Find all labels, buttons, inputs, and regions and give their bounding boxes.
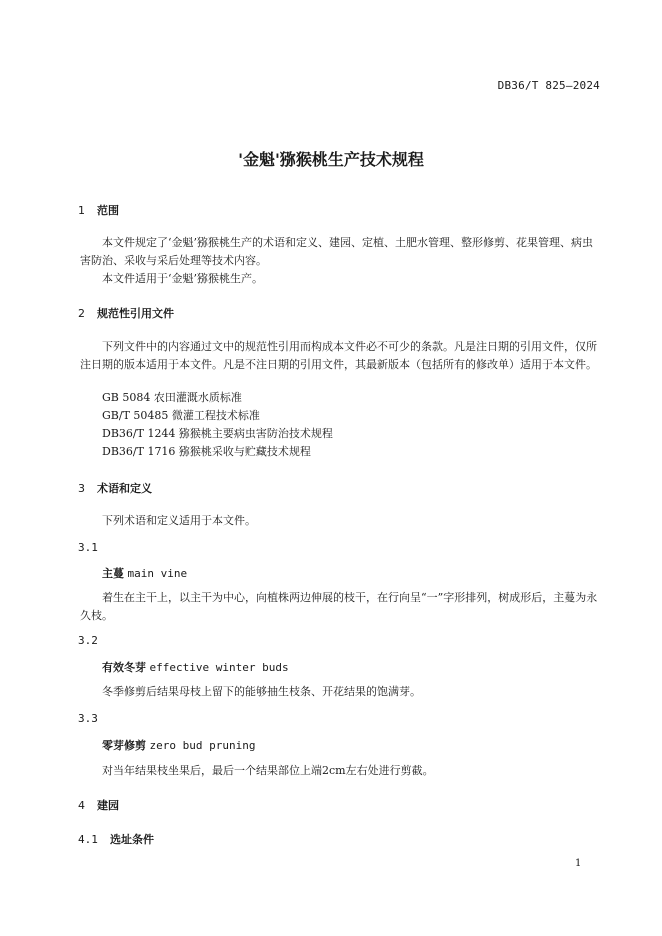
- term-definition: 冬季修剪后结果母枝上留下的能够抽生枝条、开花结果的饱满芽。: [102, 685, 421, 698]
- section-heading-terms: [78, 480, 152, 496]
- reference-item: DB36/T 1716 猕猴桃采收与贮藏技术规程: [102, 445, 311, 458]
- reference-item: GB 5084 农田灌溉水质标准: [102, 391, 242, 404]
- term-chinese: 有效冬芽: [102, 661, 146, 674]
- term-chinese: 零芽修剪: [102, 739, 146, 752]
- section-title: 建园: [97, 799, 119, 812]
- scope-paragraph-1: 本文件规定了‘金魁’猕猴桃生产的术语和定义、建园、定植、土肥水管理、整形修剪、花果管理、病虫害防治、采收与采后处理等技术内容。: [80, 236, 593, 267]
- section-number: 3: [78, 482, 85, 495]
- subsection-number: 4.1: [78, 833, 98, 846]
- subsection-heading-site: [78, 831, 154, 847]
- terms-intro: 下列术语和定义适用于本文件。: [102, 514, 256, 527]
- page-number: 1: [575, 858, 582, 869]
- term-number: 3.1: [78, 541, 98, 554]
- section-title: 范围: [97, 204, 119, 217]
- term-heading: [102, 737, 255, 753]
- references-intro: 下列文件中的内容通过文中的规范性引用而构成本文件必不可少的条款。凡是注日期的引用文件，仅所注日期的版本适用于本文件。凡是不注日期的引用文件，其最新版本（包括所有的修改单）适用于本文件。: [80, 340, 597, 371]
- subsection-title: 选址条件: [110, 833, 154, 846]
- term-heading: [102, 659, 289, 675]
- section-heading-references: [78, 305, 174, 321]
- term-english: main vine: [127, 567, 188, 580]
- term-english: zero bud pruning: [149, 739, 256, 752]
- term-number: 3.3: [78, 712, 98, 725]
- section-number: 4: [78, 799, 85, 812]
- term-chinese: 主蔓: [102, 567, 124, 580]
- term-number: 3.2: [78, 634, 98, 647]
- section-number: 1: [78, 204, 85, 217]
- page-title: '金魁'猕猴桃生产技术规程: [238, 150, 424, 169]
- section-number: 2: [78, 307, 85, 320]
- section-heading-orchard: [78, 797, 119, 813]
- document-code: DB36/T 825—2024: [497, 79, 600, 92]
- reference-item: GB/T 50485 微灌工程技术标准: [102, 409, 260, 422]
- term-heading: [102, 565, 187, 581]
- section-heading-scope: [78, 202, 119, 218]
- term-definition: 着生在主干上，以主干为中心，向植株两边伸展的枝干，在行向呈“一”字形排列，树成形后，主蔓为永久枝。: [80, 591, 598, 622]
- term-english: effective winter buds: [149, 661, 289, 674]
- section-title: 规范性引用文件: [97, 307, 174, 320]
- section-title: 术语和定义: [97, 482, 152, 495]
- term-definition: 对当年结果枝坐果后，最后一个结果部位上端2cm左右处进行剪截。: [102, 764, 434, 777]
- reference-item: DB36/T 1244 猕猴桃主要病虫害防治技术规程: [102, 427, 333, 440]
- scope-paragraph-2: 本文件适用于‘金魁’猕猴桃生产。: [102, 272, 263, 285]
